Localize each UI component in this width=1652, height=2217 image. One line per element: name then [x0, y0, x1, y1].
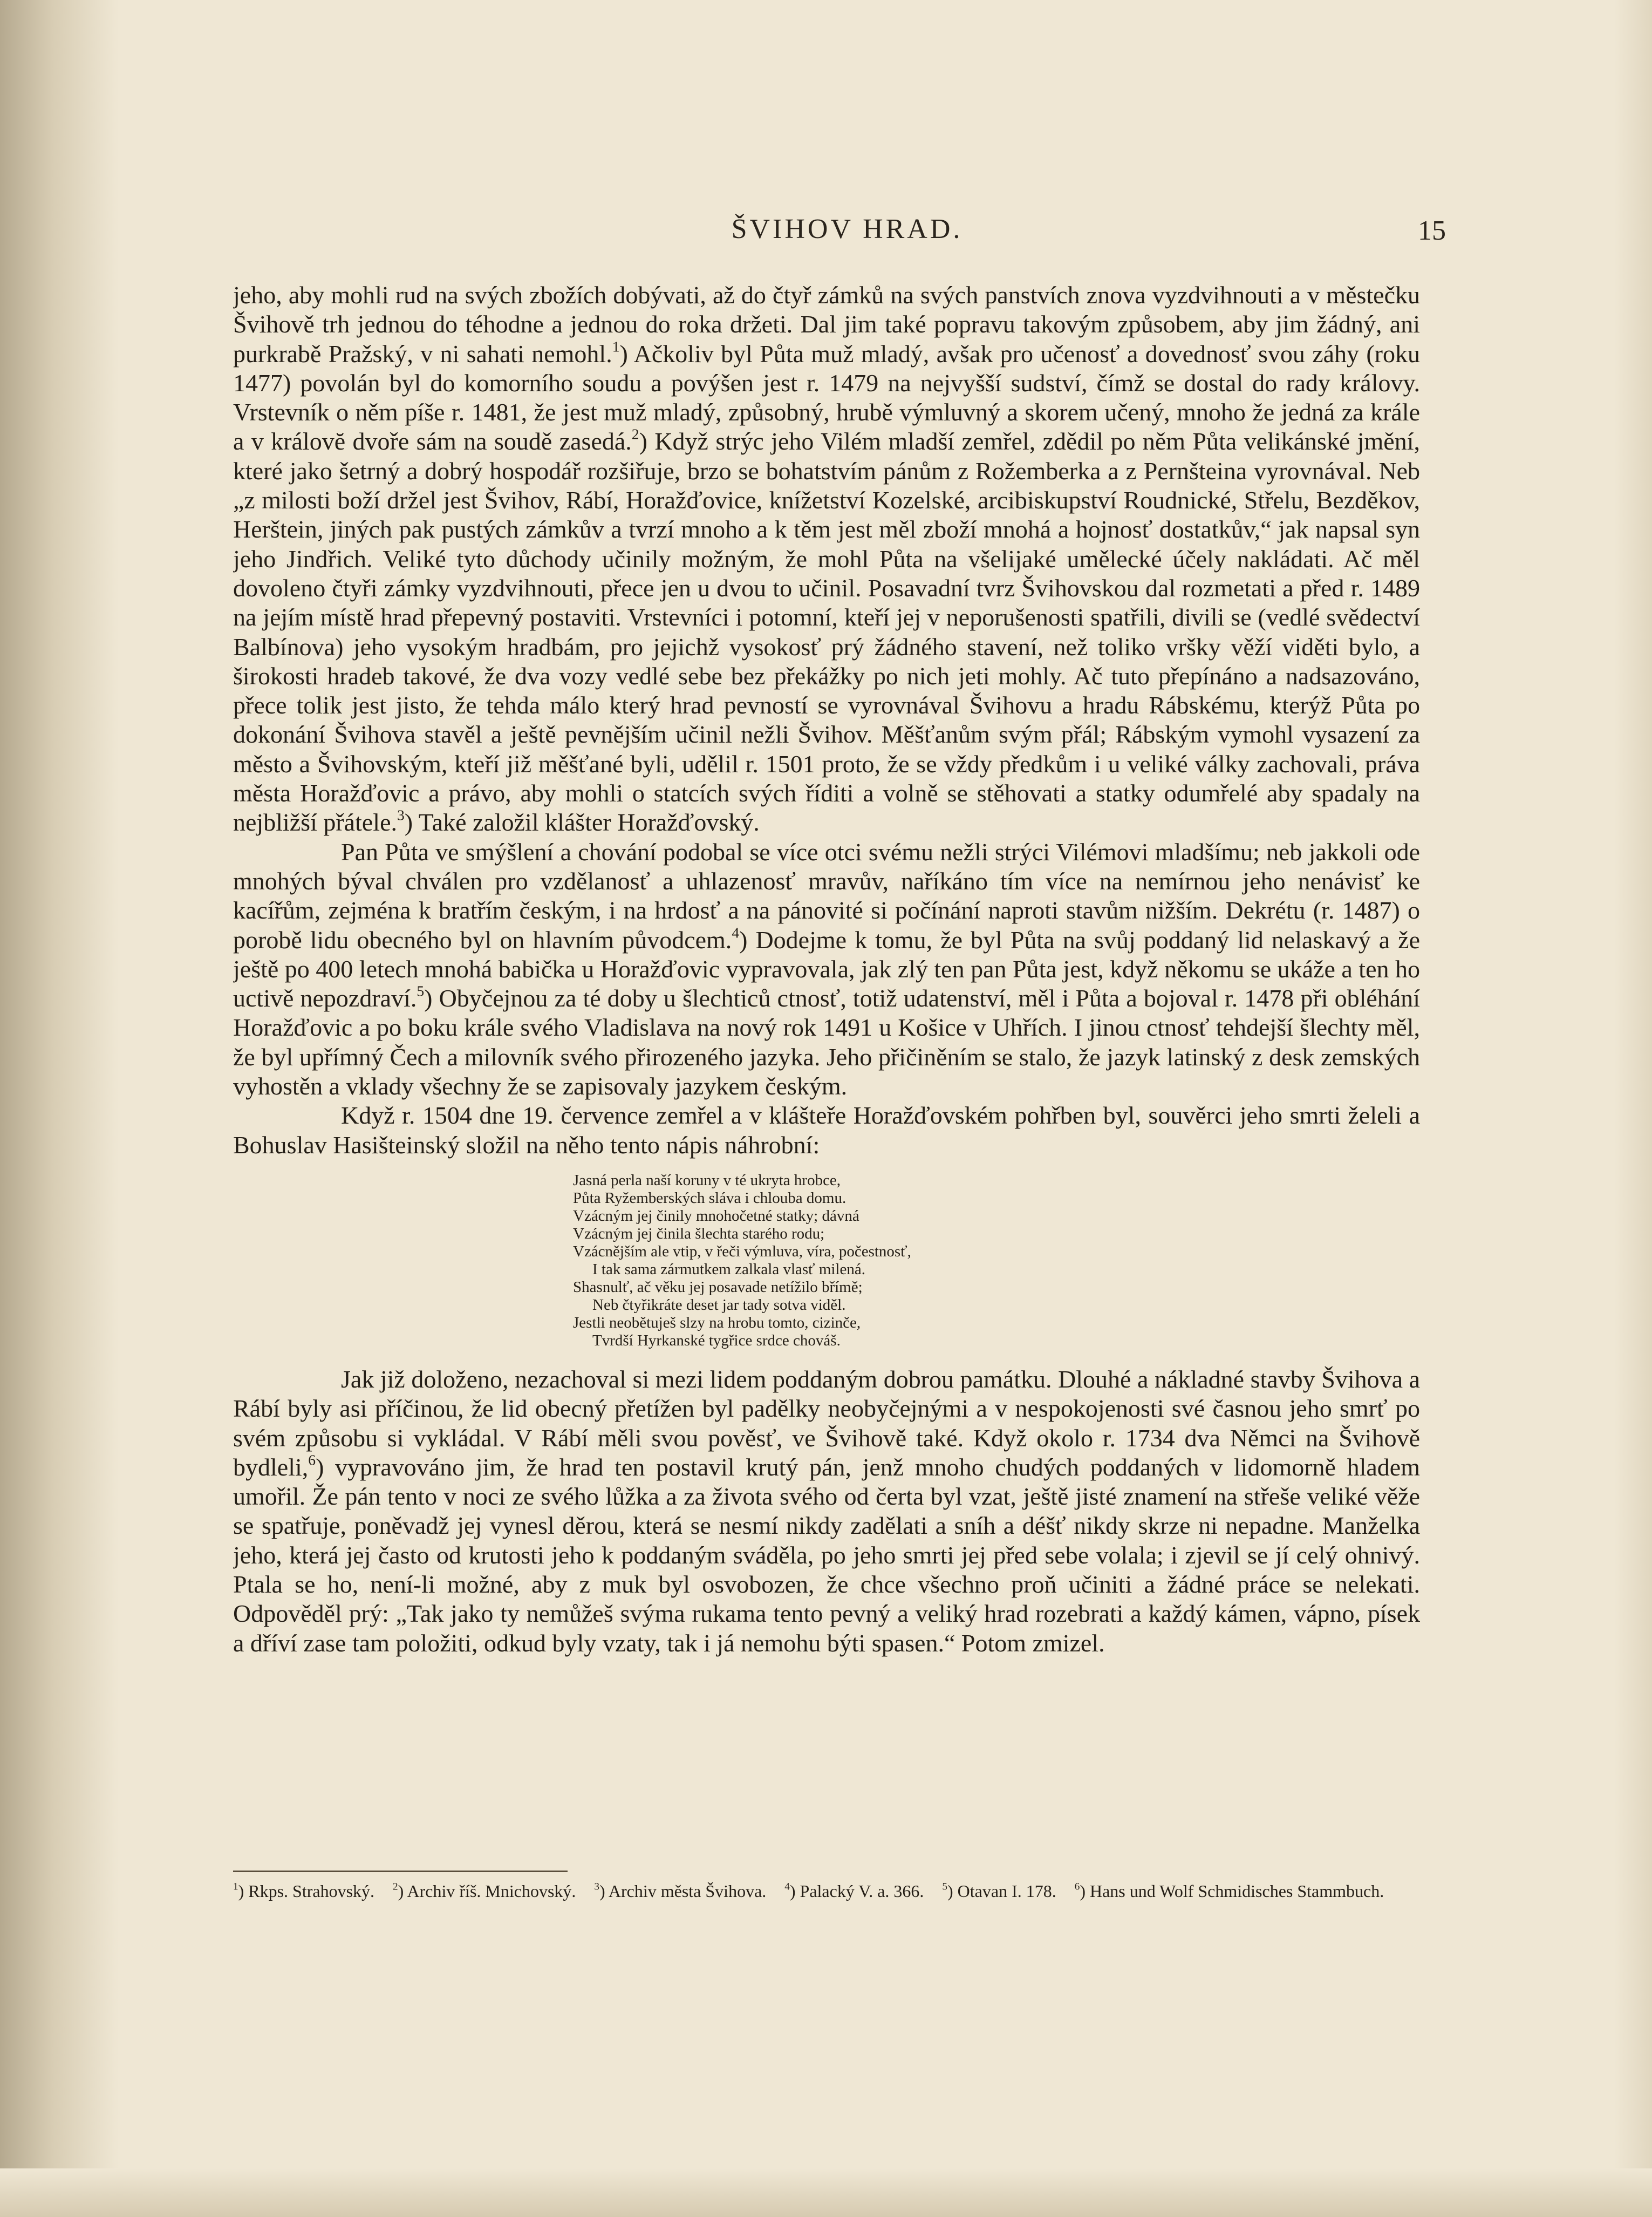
main-text-column: [233, 281, 1420, 1824]
page-edge-shadow: [1614, 0, 1652, 2217]
epitaph-poem: [573, 1172, 1420, 1350]
footnote: $^6$) Hans und Wolf Schmidisches Stammbuch.: [1074, 1881, 1384, 1901]
paragraph: Pan Půta ve smýšlení a chování podobal se více otci svému nežli strýci Vilémovi mladšímu; neb jakkoli ode mnohých býval chválen pro vzdělanosť a uhlazenosť mravův, naříkáno tím více na nemírnou jeho nenávisť ke kacířům, zejména k bratřím českým, i na hrdosť a na pánovité si počínání naproti stavům nižším. Dekrétu (r. 1487) o porobě lidu obecného byl on hlavním původcem.$^4$) Dodejme k tomu, že byl Půta na svůj poddaný lid nelaskavý a že ještě po 400 letech mnohá babička u Horažďovic vypravovala, jak zlý ten pan Půta jest, když někomu se ukáže a ten ho uctivě nepozdraví.$^5$) Obyčejnou za té doby u šlechticů ctnosť, totiž udatenství, měl i Půta a bojoval r. 1478 při obléhání Horažďovic a po boku krále svého Vladislava na nový rok 1491 u Košice v Uhřích. I jinou ctnosť tehdejší šlechty měl, že byl upřímný Čech a milovník svého přirozeného jazyka. Jeho přičiněním se stalo, že jazyk latinský z desk zemských vyhostěn a vklady všechny že se zapisovaly jazykem českým.: [233, 838, 1420, 1100]
footnote-ref: 3: [397, 807, 405, 824]
paragraph: Jak již doloženo, nezachoval si mezi lidem poddaným dobrou památku. Dlouhé a nákladné stavby Švihova a Rábí byly asi příčinou, že lid obecný přetížen byl padělky neobyčejnými a v nespokojenosti své časnou jeho smrť po svém způsobu si vykládal. V Rábí měli svou pověsť, ve Švihově také. Když okolo r. 1734 dva Němci na Švihově bydleli,$^6$) vypravováno jim, že hrad ten postavil krutý pán, jenž mnoho chudých poddaných v lidomorně hladem umořil. Že pán tento v noci ze svého lůžka a za života svého od čerta byl vzat, ještě jisté znamení na střeše veliké věže se spatřuje, poněvadž jej vynesl děrou, která se nesmí nikdy zadělati a sníh a déšť nikdy skrze ni nepadne. Manželka jeho, která jej často od krutosti jeho k poddaným sváděla, po jeho smrti jej před sebe volala; i zjevil se jí celý ohnivý. Ptala se ho, není-li možné, aby z muk byl osvobozen, že chce všechno proň učiniti a žádné práce se nelekati. Odpověděl prý: „Tak jako ty nemůžeš svýma rukama tento pevný a veliký hrad rozebrati a každý kámen, vápno, písek a dříví zase tam položiti, odkud byly vzaty, tak i já nemohu býti spasen.“ Potom zmizel.: [233, 1365, 1420, 1657]
paragraph: jeho, aby mohli rud na svých zbožích dobývati, až do čtyř zámků na svých panstvích znova vyzdvihnouti a v městečku Švihově trh jednou do téhodne a jednou do roka držeti. Dal jim také popravu takovým způsobem, aby jim žádný, ani purkrabě Pražský, v ni sahati nemohl.$^1$) Ačkoliv byl Půta muž mladý, avšak pro učenosť a dovednosť svou záhy (roku 1477) povolán byl do komorního soudu a povýšen jest r. 1479 na nejvyšší sudství, čímž se dostal do rady královy. Vrstevník o něm píše r. 1481, že jest muž mladý, způsobný, hrubě výmluvný a skorem učený, mnoho že jedná za krále a v královĕ dvoře sám na soudě zasedá.$^2$) Když strýc jeho Vilém mladší zemřel, zdědil po něm Půta velikánské jmění, které jako šetrný a dobrý hospodář rozšiřuje, brzo se bohatstvím pánům z Rožemberka a z Pernšteina vyrovnával. Neb „z milosti boží držel jest Švihov, Rábí, Horažďovice, knížetství Kozelské, arcibiskupství Roudnické, Střelu, Bezděkov, Herštein, jiných pak pustých zámkův a tvrzí mnoho a k těm jest měl zboží mnohá a hojnosť dostatkův,“ jak napsal syn jeho Jindřich. Veliké tyto důchody učinily možným, že mohl Půta na všelijaké umělecké účely nakládati. Ač měl dovoleno čtyři zámky vyzdvihnouti, přece jen u dvou to učinil. Posavadní tvrz Švihovskou dal rozmetati a před r. 1489 na jejím místě hrad přepevný postaviti. Vrstevníci i potomní, kteří jej v neporušenosti spatřili, divili se (vedlé svědectví Balbínova) jeho vysokým hradbám, pro jejichž vysokosť prý žádného stavení, než toliko vršky věží viděti bylo, a širokosti hradeb takové, že dva vozy vedlé sebe bez překážky po nich jeti mohly. Ač tuto přepínáno a nadsazováno, přece tolik jest jisto, že tehda málo který hrad pevností se vyrovnával Švihovu a hradu Rábskému, kterýž Půta po dokonání Švihova stavěl a ještě pevnějším učinil nežli Švihov. Měšťanům svým přál; Rábským vymohl vysazení za město a Švihovským, kteří již měšťané byli, udělil r. 1501 proto, že se vždy předkům i u veliké války zachovali, práva města Horažďovic a právo, aby mohli o statcích svých říditi a volně se stěhovati a statky odumřelé aby spadaly na nejbližší přátele.$^3$) Také založil klášter Horažďovský.: [233, 281, 1420, 837]
footnote: $^2$) Archiv říš. Mnichovský.: [393, 1881, 576, 1901]
footnote-ref: 4: [732, 924, 740, 941]
poem-line: Vzácným jej činily mnohočetné statky; dávná: [573, 1207, 859, 1225]
poem-line: Shasnulť, ač věku jej posavade netížilo břímě;: [573, 1278, 863, 1296]
footnote-divider: [233, 1871, 568, 1872]
footnote: $^3$) Archiv města Švihova.: [594, 1881, 767, 1901]
footnote-ref: 5: [417, 982, 425, 999]
footnote-ref: 6: [308, 1451, 316, 1468]
footnote-ref: 2: [631, 426, 639, 443]
poem-line: Vzácnějším ale vtip, v řeči výmluva, víra, počestnosť,: [573, 1242, 911, 1260]
paragraph: Když r. 1504 dne 19. července zemřel a v klášteře Horažďovském pohřben byl, souvěrci jeho smrti želeli a Bohuslav Hasišteinský složil na něho tento nápis náhrobní:: [233, 1101, 1420, 1159]
poem-line: I tak sama zármutkem zalkala vlasť milená.: [592, 1260, 865, 1278]
poem-line: Půta Ryžemberských sláva i chlouba domu.: [573, 1189, 847, 1207]
page-bottom-shadow: [0, 2168, 1652, 2217]
footnote: $^5$) Otavan I. 178.: [942, 1881, 1056, 1901]
poem-line: Neb čtyřikráte deset jar tady sotva viděl.: [592, 1296, 846, 1314]
footnote: $^4$) Palacký V. a. 366.: [784, 1881, 924, 1901]
footnotes: [233, 1880, 1420, 1902]
poem-line: Vzácným jej činila šlechta starého rodu;: [573, 1225, 825, 1242]
poem-line: Jestli neobětuješ slzy na hrobu tomto, cizinče,: [573, 1314, 861, 1331]
footnote-ref: 1: [612, 338, 620, 355]
page-number: 15: [1418, 215, 1446, 246]
page-gutter-shadow: [0, 0, 119, 2217]
footnote: $^1$) Rkps. Strahovský.: [233, 1881, 375, 1901]
poem-line: Jasná perla naší koruny v té ukryta hrobce,: [573, 1171, 841, 1189]
running-header-title: ŠVIHOV HRAD.: [731, 214, 963, 244]
poem-line: Tvrdší Hyrkanské tygřice srdce chováš.: [592, 1331, 841, 1349]
